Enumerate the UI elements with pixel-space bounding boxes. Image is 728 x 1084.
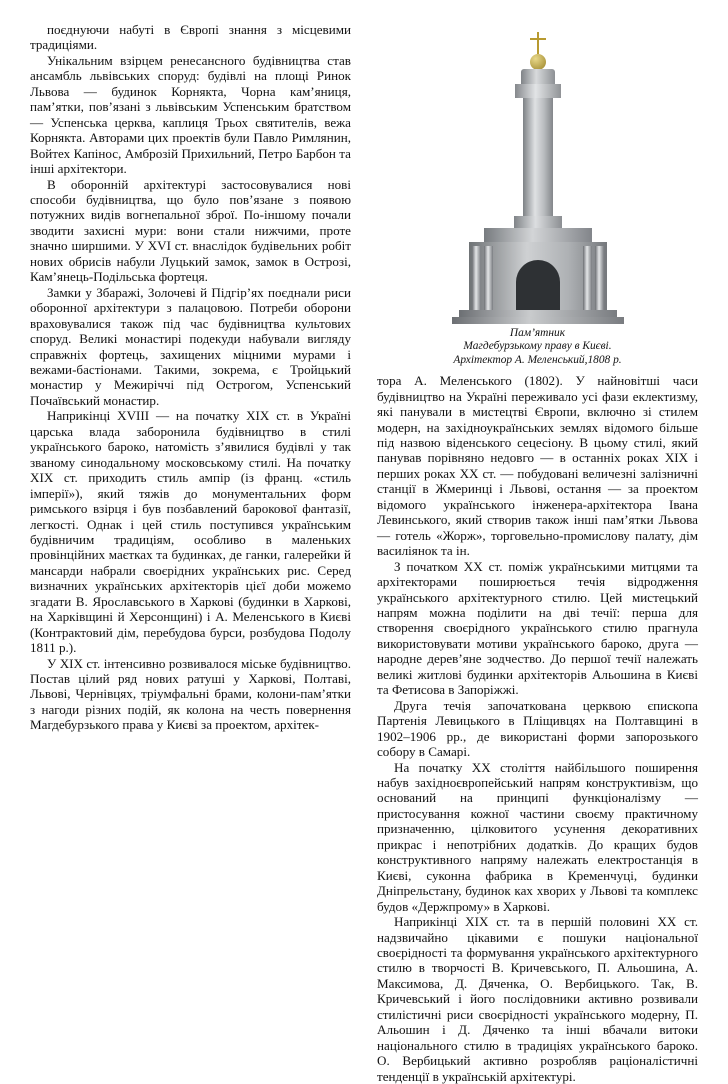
caption-line-3: Архітектор А. Меленський,1808 р.	[453, 353, 622, 366]
monument-figure	[377, 24, 698, 367]
pilaster-right-outer	[595, 246, 604, 310]
paragraph: поєднуючи набуті в Європі знання з місцевими традиціями.	[30, 22, 351, 53]
pilaster-left-outer	[472, 246, 481, 310]
pedestal-cornice	[484, 228, 592, 242]
paragraph: Унікальним взірцем ренесансного будівництва став ансамбль львівських споруд: будівлі на площі Ринок Львова — будинок Корнякта, Чорна кам’яниця, пам’ятки, пов’язані з львівським Успенським братством — Успенська церква, каплиця Трьох святителів, вежа Корнякта. Авторами цих проектів були Павло Римлянин, Войтех Капінос, Амброзій Прихильний, Петро Барбон та інші архітектори.	[30, 52, 351, 177]
paragraph: В оборонній архітектурі застосовувалися нові способи будівництва, що було пов’язане з появою потужних видів вогнепальної зброї. По-іншому почали зводити захисні мури: вони стали нижчими, проте значно ширшими. У XVI ст. внаслідок будівельних робіт нових обрисів набули Луцький замок, замок в Острозі, Кам’янець-Подільська фортеця.	[30, 176, 351, 285]
cross-icon	[537, 32, 539, 54]
pilaster-right-inner	[583, 246, 592, 310]
column-shaft	[523, 98, 553, 216]
paragraph: Наприкінці XIX ст. та в першій половині XX ст. надзвичайно цікавими є пошуки національної своєрідності та формування українського архітектурного стилю в творчості В. Кричевського, П. Альошина, А. Максимова, Д. Дяченка, О. Вербицького. Так, В. Кричевський і його послідовники активно розвивали стилістичні риси своєрідності українського модерну, П. Альошин і Д. Дяченко та інші вбачали витоки національного стилю в традиціях українського бароко. О. Вербицький активно розробляв раціоналістичні тенденції в українській архітектурі.	[377, 914, 698, 1084]
step-lower	[452, 317, 624, 324]
pilaster-left-inner	[484, 246, 493, 310]
figure-caption	[377, 327, 698, 367]
paragraph: У XIX ст. інтенсивно розвивалося міське будівництво. Постав цілий ряд нових ратуші у Харкові, Полтаві, Львові, Чернівцях, тріумфальні брами, колони-пам’ятки з нагоди різних подій, як колона на честь повернення Магдебурзького права у Києві за проектом, архітек-	[30, 655, 351, 733]
paragraph: З початком XX ст. поміж українськими митцями та архітекторами поширюється течія відродження українського архітектурного стилю. Цей мистецький напрям можна поділити на дві течії: перша для створення своєрідного українського стилю прагнула використовувати мотиви українського бароко, друга — народне дерев’яне зодчество. До першої течії належать великі житлові будинки архітекторів Альошина в Києві та Фетисова в Запоріжжі.	[377, 558, 698, 698]
paragraph: тора А. Меленського (1802). У найновітші часи будівництво на Україні переживало усі фази еклектизму, які панували в мистецтві Європи, включно зі стилем модерн, на західноукраїнських землях відомого більше під назвою віденського сецесіону. В цьому стилі, який панував порівняно недовго — в останніх роках XIX і перших роках XX ст. — побудовані величезні залізничні станції в Жмеринці і Львові, остання — за проектом відомого українського інженера-архітектора Івана Левинського, який створив також інші пам’ятки Львова — готель «Жорж», торговельно-промислову палату, дім василіянок та ін.	[377, 373, 698, 559]
monument-graphic	[377, 24, 698, 324]
two-column-layout	[30, 22, 698, 1084]
right-column	[377, 22, 698, 1084]
paragraph: На початку XX століття найбільшого поширення набув західноєвропейський напрям конструктивізм, що оснований на принципі функціоналізму — пристосування кожної частини своєму практичному призначенню, цілковитого усунення декоративних прикрас і непотрібних додатків. До кращих будов конструктивного напряму належать електростанція в Києві, суконна фабрика в Кременчуці, будинки Дніпрельстану, будинок ках хворих у Львові та комплекс будов «Держпрому» в Харкові.	[377, 759, 698, 914]
step-upper	[459, 310, 617, 317]
gold-orb	[530, 54, 546, 70]
paragraph: Наприкінці XVIII — на початку XIX ст. в Україні царська влада заборонила будівництво в стилі українського бароко, натомість з’явилися будівлі у так званому синодальному московському стилі. На початку XIX ст. приходить стиль ампір (із франц. «стиль імперії»), який тяжів до монументальних форм римського взірця і був позбавлений барокової фантазії, легкості. Однак і цей стиль поступився українським будівничим традиціям, особливо в маленьких провінційних маєтках та будинках, де ганки, галерейки й мансарди набрали своєрідних українських рис. Серед визначних українських архітекторів цієї доби можемо згадати В. Ярославського в Харкові (будинки в Харкові, на Харківщині й Херсонщині) і А. Меленського в Києві (Контрактовий дім, перебудова бурси, розбудова Подолу 1811 р.).	[30, 408, 351, 656]
paragraph: Друга течія започаткована церквою єпископа Партенія Левицького в Пліщивцях на Полтавщині в 1902–1906 рр., де використані форми запорозького собору в Самарі.	[377, 697, 698, 760]
arch-opening	[516, 260, 560, 310]
column-cap	[521, 69, 555, 85]
paragraph: Замки у Збаражі, Золочеві й Підгір’ях поєднали риси оборонної архітектури з палацовою. Потреби оборони враховувалися також під час будівництва культових споруд. Великі монастирі подекуди набували вигляду справжніх фортець, захищених міцними мурами і вежами-бастіонами. Такими, зокрема, є Тройцький монастир у Межиріччі під Острогом, Успенський Почаївський монастир.	[30, 284, 351, 408]
monument-illustration	[377, 24, 698, 324]
caption-line-2: Магдебурзькому праву в Києві.	[463, 340, 612, 353]
left-column	[30, 22, 351, 1050]
column-capital	[515, 84, 561, 98]
caption-title: Пам’ятник	[509, 327, 566, 339]
column-base	[514, 216, 562, 228]
